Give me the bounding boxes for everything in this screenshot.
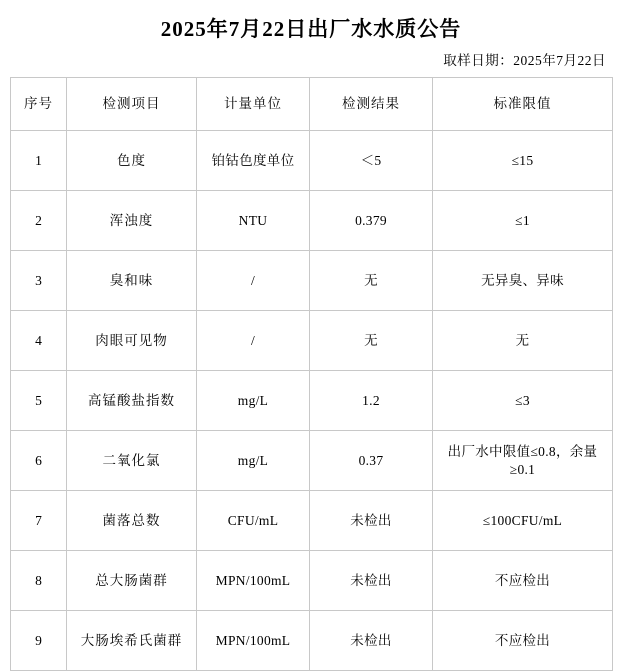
cell-result: 未检出 [310,551,433,611]
cell-index: 1 [11,131,67,191]
table-row [11,551,613,611]
cell-index: 5 [11,371,67,431]
cell-unit: MPN/100mL [197,551,310,611]
cell-item: 高锰酸盐指数 [67,371,197,431]
column-header-result: 检测结果 [310,78,433,131]
table-row [11,251,613,311]
cell-item: 浑浊度 [67,191,197,251]
cell-unit: NTU [197,191,310,251]
cell-index: 8 [11,551,67,611]
cell-limit: 无 [433,311,613,371]
cell-unit: / [197,251,310,311]
cell-unit: / [197,311,310,371]
cell-limit: 不应检出 [433,611,613,671]
table-row [11,371,613,431]
table-row [11,611,613,671]
cell-unit: mg/L [197,371,310,431]
cell-index: 6 [11,431,67,491]
cell-result: 未检出 [310,491,433,551]
cell-item: 臭和味 [67,251,197,311]
column-header-unit: 计量单位 [197,78,310,131]
table-body [11,131,613,671]
cell-limit: ≤100CFU/mL [433,491,613,551]
cell-unit: MPN/100mL [197,611,310,671]
cell-result: ＜5 [310,131,433,191]
cell-unit: CFU/mL [197,491,310,551]
cell-index: 4 [11,311,67,371]
table-header [11,78,613,131]
cell-item: 总大肠菌群 [67,551,197,611]
table-row [11,311,613,371]
table-header-row [11,78,613,131]
cell-result: 0.37 [310,431,433,491]
table-row [11,431,613,491]
cell-result: 0.379 [310,191,433,251]
cell-limit: ≤3 [433,371,613,431]
cell-unit: mg/L [197,431,310,491]
page-title: 2025年7月22日出厂水水质公告 [160,17,462,41]
cell-index: 9 [11,611,67,671]
cell-item: 大肠埃希氏菌群 [67,611,197,671]
cell-limit: ≤1 [433,191,613,251]
cell-limit: 出厂水中限值≤0.8，余量≥0.1 [433,431,613,491]
cell-index: 3 [11,251,67,311]
sampling-date-row [10,49,612,77]
column-header-item: 检测项目 [67,78,197,131]
cell-unit: 铂钴色度单位 [197,131,310,191]
cell-limit: ≤15 [433,131,613,191]
table-row [11,491,613,551]
column-header-index: 序号 [11,78,67,131]
cell-result: 无 [310,311,433,371]
cell-index: 2 [11,191,67,251]
sampling-date: 取样日期：2025年7月22日 [443,53,606,69]
water-quality-table [10,77,613,671]
cell-index: 7 [11,491,67,551]
table-row [11,131,613,191]
cell-item: 色度 [67,131,197,191]
cell-result: 1.2 [310,371,433,431]
column-header-limit: 标准限值 [433,78,613,131]
cell-limit: 无异臭、异味 [433,251,613,311]
cell-limit: 不应检出 [433,551,613,611]
table-row [11,191,613,251]
cell-result: 无 [310,251,433,311]
cell-item: 肉眼可见物 [67,311,197,371]
cell-item: 菌落总数 [67,491,197,551]
cell-item: 二氧化氯 [67,431,197,491]
cell-result: 未检出 [310,611,433,671]
